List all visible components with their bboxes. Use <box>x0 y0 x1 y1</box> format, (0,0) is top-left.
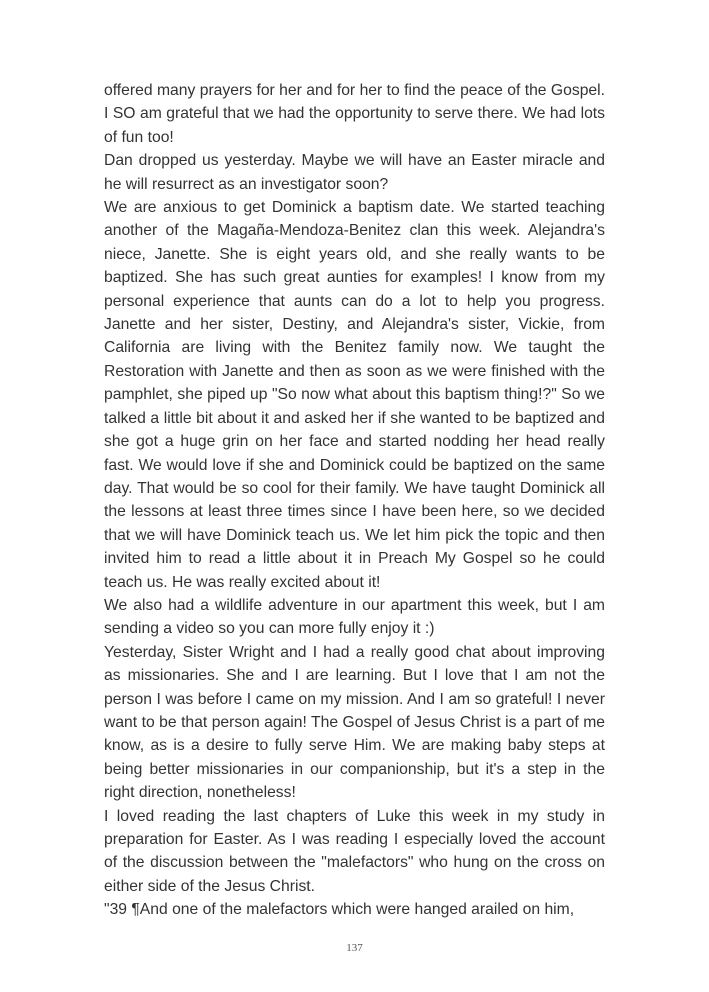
page-number: 137 <box>346 942 363 954</box>
paragraph: We also had a wildlife adventure in our apartment this week, but I am sending a video so you can more fully enjoy it :) <box>104 596 605 638</box>
paragraph: Yesterday, Sister Wright and I had a really good chat about improving as missionaries. She and I are learning. But I love that I am not the person I was before I came on my mission. And I am so grateful! I never want to be that person again! The Gospel of Jesus Christ is a part of me know, as is a desire to fully serve Him. We are making baby steps at being better missionaries in our companionship, but it's a step in the right direction, nonetheless! <box>104 643 605 802</box>
paragraph: "39 ¶And one of the malefactors which were hanged arailed on him, <box>104 901 575 919</box>
paragraph: Dan dropped us yesterday. Maybe we will have an Easter miracle and he will resurrect as an investigator soon? <box>104 152 605 193</box>
paragraph: offered many prayers for her and for her to find the peace of the Gospel. I SO am grateful that we had the opportunity to serve there. We had lots of fun too! <box>104 82 605 146</box>
paragraph: We are anxious to get Dominick a baptism date. We started teaching another of the Magaña-Mendoza-Benitez clan this week. Alejandra's niece, Janette. She is eight years old, and she really wants to be baptized. She has such great aunties for examples! I know from my personal experience that aunts can do a lot to help you progress. Janette and her sister, Destiny, and Alejandra's sister, Vickie, from California are living with the Benitez family now. We taught the Restoration with Janette and then as soon as we were finished with the pamphlet, she piped up "So now what about this baptism thing!?" So we talked a little bit about it and asked her if she wanted to be baptized and she got a huge grin on her face and started nodding her head really fast. We would love if she and Dominick could be baptized on the same day. That would be so cool for their family. We have taught Dominick all the lessons at least three times since I have been here, so we decided that we will have Dominick teach us. We let him pick the topic and then invited him to read a little about it in Preach My Gospel so he could teach us. He was really excited about it! <box>104 199 605 591</box>
paragraph: I loved reading the last chapters of Luke this week in my study in preparation for Easter. As I was reading I especially loved the account of the discussion between the "malefactors" who hung on the cross on either side of the Jesus Christ. <box>104 807 605 895</box>
body-text <box>104 79 605 922</box>
